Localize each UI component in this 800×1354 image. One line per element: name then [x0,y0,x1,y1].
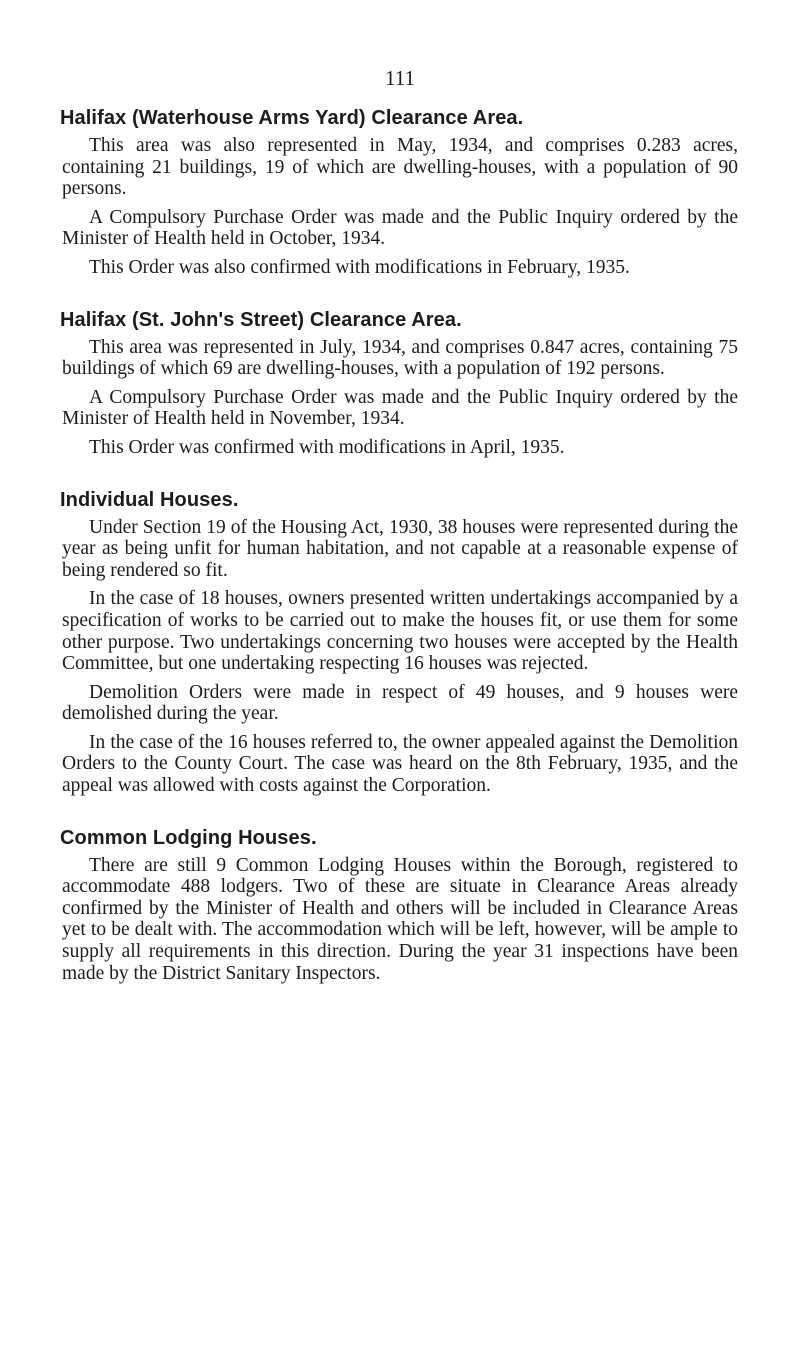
section-individual-houses [62,488,738,797]
paragraph: Under Section 19 of the Housing Act, 1930, 38 houses were represented during the year as being unfit for human habitation, and not capable at a reasonable expense of being rendered so fit. [62,516,738,581]
section-heading: Common Lodging Houses. [60,826,317,849]
paragraph: Demolition Orders were made in respect of 49 houses, and 9 houses were demolished during the year. [62,681,738,725]
section-st-johns-street [62,308,738,459]
section-heading: Halifax (St. John's Street) Clearance Area. [60,308,462,331]
paragraph: In the case of the 16 houses referred to, the owner appealed against the Demolition Orders to the County Court. The case was heard on the 8th February, 1935, and the appeal was allowed with costs against the Corporation. [62,731,738,797]
paragraph: There are still 9 Common Lodging Houses within the Borough, registered to accommodate 488 lodgers. Two of these are situate in Clearance Areas already confirmed by the Minister of Health and others will be included in Clearance Areas yet to be dealt with. The accommodation which will be left, however, will be ample to supply all requirements in this direction. During the year 31 inspections have been made by the District Sanitary Inspectors. [62,854,738,984]
paragraph: This area was represented in July, 1934, and comprises 0.847 acres, containing 75 buildings of which 69 are dwelling-houses, with a population of 192 persons. [62,336,738,380]
page-number: 111 [385,66,415,90]
section-common-lodging-houses [62,826,738,985]
paragraph: A Compulsory Purchase Order was made and the Public Inquiry ordered by the Minister of Health held in October, 1934. [62,206,738,250]
paragraph: This area was also represented in May, 1934, and comprises 0.283 acres, containing 21 buildings, 19 of which are dwelling-houses, with a population of 90 persons. [62,135,738,200]
page-content [62,106,738,1013]
paragraph: A Compulsory Purchase Order was made and the Public Inquiry ordered by the Minister of Health held in November, 1934. [62,386,738,430]
paragraph: This Order was also confirmed with modifications in February, 1935. [89,256,630,278]
section-waterhouse-arms-yard [62,106,738,279]
section-heading: Halifax (Waterhouse Arms Yard) Clearance Area. [60,107,524,129]
paragraph: In the case of 18 houses, owners presented written undertakings accompanied by a specification of works to be carried out to make the houses fit, or use them for some other purpose. Two undertakings concerning two houses were accepted by the Health Committee, but one undertaking respecting 16 houses was rejected. [62,588,738,675]
section-heading: Individual Houses. [60,488,239,511]
paragraph: This Order was confirmed with modifications in April, 1935. [89,436,565,458]
